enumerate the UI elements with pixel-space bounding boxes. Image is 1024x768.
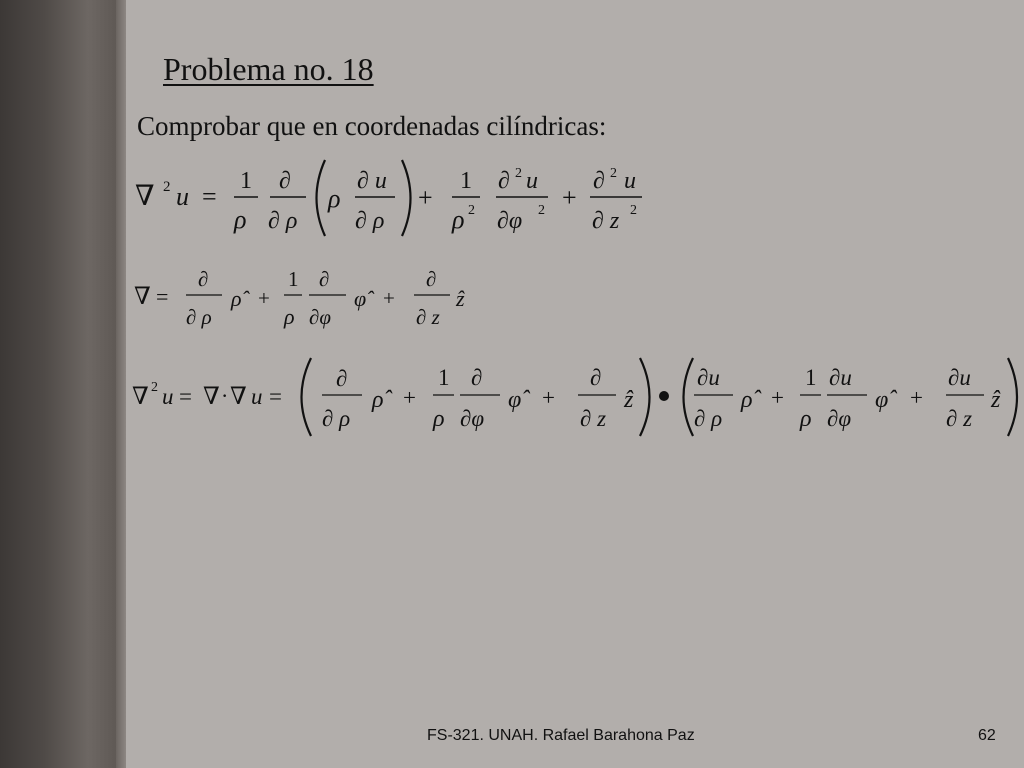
svg-text:∂ z: ∂ z (946, 406, 973, 431)
svg-text:∂ ρ: ∂ ρ (355, 208, 385, 234)
svg-text:∇: ∇ (135, 181, 155, 212)
svg-text:1: 1 (240, 168, 252, 194)
svg-text:∂: ∂ (336, 366, 348, 391)
svg-text:ẑ: ẑ (456, 286, 465, 311)
svg-text:u: u (526, 168, 538, 194)
svg-text:∂ ρ: ∂ ρ (268, 208, 298, 234)
slide-footer: FS-321. UNAH. Rafael Barahona Paz (427, 727, 695, 744)
svg-text:∂φ: ∂φ (309, 305, 331, 329)
svg-text:∂: ∂ (593, 168, 605, 194)
svg-text:1: 1 (460, 168, 472, 194)
svg-text:∇: ∇ (230, 384, 247, 410)
svg-text:ẑ: ẑ (624, 387, 634, 413)
equation-gradient (130, 262, 490, 339)
svg-text:ρ: ρ (433, 406, 445, 432)
svg-text:∂u: ∂u (829, 365, 852, 390)
svg-text:∂ z: ∂ z (592, 208, 620, 234)
svg-text:1: 1 (805, 365, 817, 390)
svg-text:φ̂: φ̂ (508, 387, 522, 413)
svg-text:ρ: ρ (800, 406, 812, 432)
svg-text:∂: ∂ (498, 168, 510, 194)
svg-text:=: = (269, 384, 282, 409)
svg-text:2: 2 (151, 380, 158, 395)
left-decorative-bar (0, 0, 126, 768)
svg-text:ρ: ρ (452, 205, 465, 234)
svg-text:∂ ρ: ∂ ρ (694, 406, 723, 431)
svg-text:2: 2 (610, 166, 617, 181)
svg-text:+: + (771, 385, 784, 410)
svg-text:=: = (179, 384, 192, 409)
svg-text:∂ z: ∂ z (416, 305, 440, 329)
svg-text:+: + (403, 385, 416, 410)
svg-text:+: + (910, 385, 923, 410)
svg-text:∂u: ∂u (697, 365, 720, 390)
svg-text:2: 2 (163, 179, 171, 195)
svg-text:ρ̂: ρ̂ (231, 286, 242, 311)
svg-text:=: = (202, 182, 217, 211)
svg-text:+: + (383, 286, 395, 310)
svg-text:u: u (162, 384, 174, 409)
svg-text:∂: ∂ (590, 365, 602, 390)
svg-text:∂ z: ∂ z (580, 406, 607, 431)
svg-text:φ̂: φ̂ (875, 387, 889, 413)
slide-title: Problema no. 18 (163, 51, 374, 87)
svg-text:∂: ∂ (471, 365, 483, 390)
svg-text:+: + (542, 385, 555, 410)
svg-text:1: 1 (438, 365, 450, 390)
equation-laplacian-render (130, 150, 670, 240)
svg-text:+: + (258, 286, 270, 310)
svg-text:2: 2 (515, 166, 522, 181)
svg-text:ρ̂: ρ̂ (372, 387, 384, 413)
svg-text:u: u (176, 182, 189, 211)
svg-text:u: u (251, 384, 263, 409)
svg-text:+: + (562, 183, 577, 212)
svg-text:∂: ∂ (319, 267, 330, 291)
svg-text:1: 1 (288, 267, 299, 291)
svg-text:∂: ∂ (198, 267, 209, 291)
equation-laplacian (130, 150, 670, 245)
svg-text:∂φ: ∂φ (460, 406, 485, 431)
svg-text:∂ ρ: ∂ ρ (322, 406, 351, 431)
svg-text:2: 2 (538, 203, 545, 218)
equation-divergence-render (128, 352, 1022, 442)
svg-text:∂ u: ∂ u (357, 168, 387, 194)
svg-text:ρ: ρ (328, 184, 341, 213)
svg-text:∂ ρ: ∂ ρ (186, 305, 212, 329)
svg-text:2: 2 (468, 203, 475, 218)
equation-divergence (128, 352, 1022, 447)
equation-gradient-render (130, 262, 490, 334)
svg-text:ρ̂: ρ̂ (741, 387, 753, 413)
svg-text:ρ: ρ (234, 205, 247, 234)
svg-text:=: = (156, 284, 169, 309)
svg-text:·: · (221, 383, 229, 408)
svg-text:∇: ∇ (134, 284, 151, 310)
svg-text:∂φ: ∂φ (827, 406, 852, 431)
svg-text:∇: ∇ (132, 384, 149, 410)
svg-text:∇: ∇ (203, 384, 220, 410)
slide-subtitle: Comprobar que en coordenadas cilíndricas: (137, 111, 607, 141)
page-number: 62 (978, 727, 996, 744)
svg-text:u: u (624, 168, 636, 194)
svg-text:∂φ: ∂φ (497, 208, 523, 234)
svg-text:∂: ∂ (279, 168, 291, 194)
svg-text:+: + (418, 183, 433, 212)
svg-text:ρ: ρ (284, 304, 295, 329)
svg-text:φ̂: φ̂ (354, 286, 367, 311)
svg-text:∂: ∂ (426, 267, 437, 291)
svg-text:2: 2 (630, 203, 637, 218)
svg-text:ẑ: ẑ (991, 387, 1001, 413)
svg-text:∂u: ∂u (948, 365, 971, 390)
